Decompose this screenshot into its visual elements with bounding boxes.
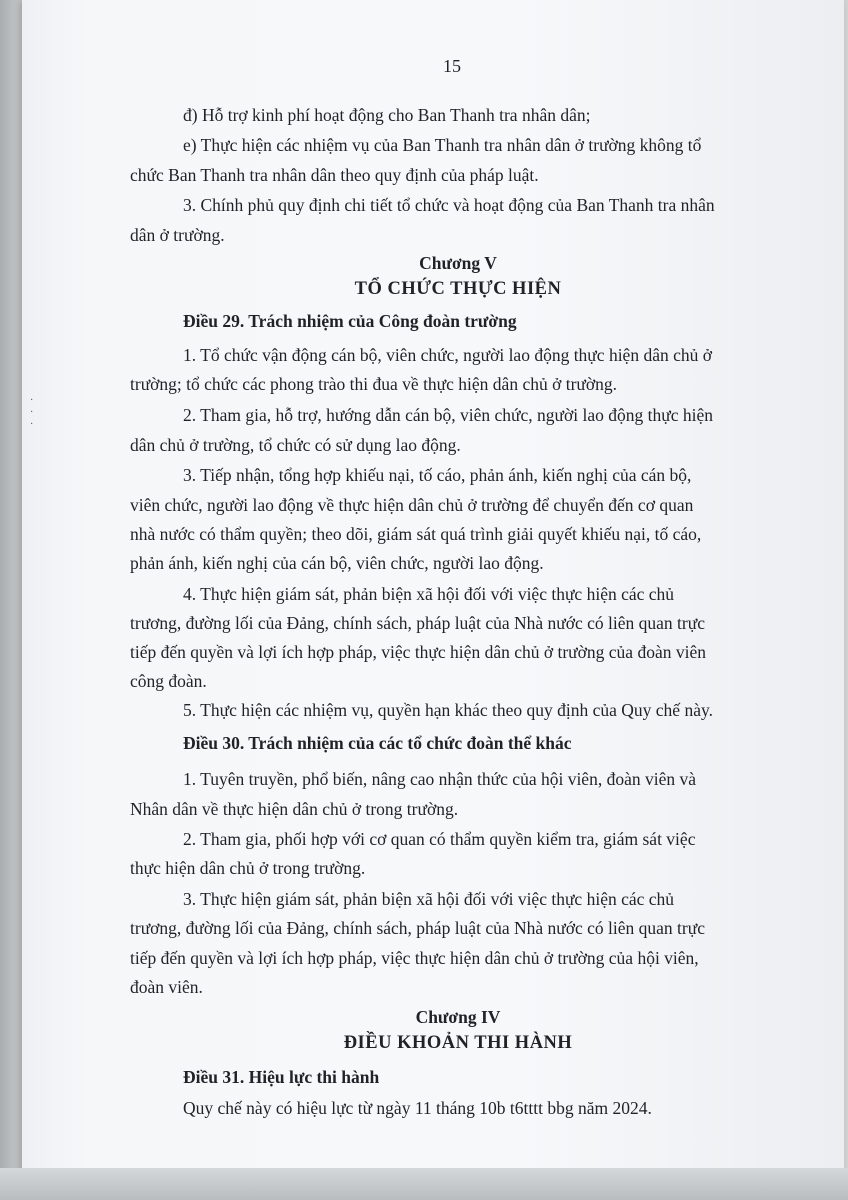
chapter-title: TỔ CHỨC THỰC HIỆN xyxy=(354,279,562,299)
text-line: tiếp đến quyền và lợi ích hợp pháp, việc thực hiện dân chủ ở trường của đoàn viên xyxy=(130,642,706,662)
text-line: tiếp đến quyền và lợi ích hợp pháp, việc thực hiện dân chủ ở trường của hội viên, xyxy=(130,948,699,968)
chapter-title: ĐIỀU KHOẢN THI HÀNH xyxy=(343,1033,573,1053)
text-line: 1. Tuyên truyền, phổ biến, nâng cao nhận thức của hội viên, đoàn viên và xyxy=(183,769,696,789)
text-line: viên chức, người lao động về thực hiện dân chủ ở trường để chuyển đến cơ quan xyxy=(130,495,694,515)
text-line: Quy chế này có hiệu lực từ ngày 11 tháng 10b t6tttt bbg năm 2024. xyxy=(183,1098,652,1118)
text-line: 2. Tham gia, phối hợp với cơ quan có thẩm quyền kiểm tra, giám sát việc xyxy=(183,829,696,849)
text-line: thực hiện dân chủ ở trong trường. xyxy=(130,858,366,878)
page-number: 15 xyxy=(443,56,461,76)
text-line: Nhân dân về thực hiện dân chủ ở trong trường. xyxy=(130,799,459,819)
text-line: 4. Thực hiện giám sát, phản biện xã hội đối với việc thực hiện các chủ xyxy=(183,584,675,604)
chapter-heading: Chương IV xyxy=(415,1007,501,1027)
article-heading: Điều 31. Hiệu lực thi hành xyxy=(183,1067,380,1087)
text-line: 3. Tiếp nhận, tổng hợp khiếu nại, tố cáo, phản ánh, kiến nghị của cán bộ, xyxy=(183,465,692,485)
text-line: 2. Tham gia, hỗ trợ, hướng dẫn cán bộ, viên chức, người lao động thực hiện xyxy=(183,405,713,425)
text-line: 3. Chính phủ quy định chi tiết tổ chức và hoạt động của Ban Thanh tra nhân xyxy=(183,195,715,215)
text-line: đoàn viên. xyxy=(130,977,203,997)
article-heading: Điều 29. Trách nhiệm của Công đoàn trường xyxy=(183,311,517,331)
text-line: nhà nước có thẩm quyền; theo dõi, giám sát quá trình giải quyết khiếu nại, tố cáo, xyxy=(130,524,702,544)
text-line: dân ở trường. xyxy=(130,225,225,245)
text-line: dân chủ ở trường, tổ chức có sử dụng lao động. xyxy=(130,435,461,455)
text-line: e) Thực hiện các nhiệm vụ của Ban Thanh tra nhân dân ở trường không tổ xyxy=(183,135,702,155)
text-line: 5. Thực hiện các nhiệm vụ, quyền hạn khác theo quy định của Quy chế này. xyxy=(183,700,713,720)
margin-mark: · · · xyxy=(30,395,34,430)
text-line: công đoàn. xyxy=(130,671,207,691)
page-edge-left xyxy=(0,0,22,1200)
text-line: trương, đường lối của Đảng, chính sách, pháp luật của Nhà nước có liên quan trực xyxy=(130,918,705,938)
text-line: 1. Tổ chức vận động cán bộ, viên chức, người lao động thực hiện dân chủ ở xyxy=(183,345,712,365)
text-line: chức Ban Thanh tra nhân dân theo quy định của pháp luật. xyxy=(130,165,539,185)
text-line: trương, đường lối của Đảng, chính sách, pháp luật của Nhà nước có liên quan trực xyxy=(130,613,705,633)
text-line: phản ánh, kiến nghị của cán bộ, viên chức, người lao động. xyxy=(130,553,544,573)
text-line: đ) Hỗ trợ kinh phí hoạt động cho Ban Thanh tra nhân dân; xyxy=(183,105,591,125)
page-edge-bottom xyxy=(0,1168,848,1200)
text-line: 3. Thực hiện giám sát, phản biện xã hội đối với việc thực hiện các chủ xyxy=(183,889,675,909)
chapter-heading: Chương V xyxy=(419,253,497,273)
article-heading: Điều 30. Trách nhiệm của các tổ chức đoàn thể khác xyxy=(183,733,572,753)
text-line: trường; tổ chức các phong trào thi đua về thực hiện dân chủ ở trường. xyxy=(130,374,618,394)
